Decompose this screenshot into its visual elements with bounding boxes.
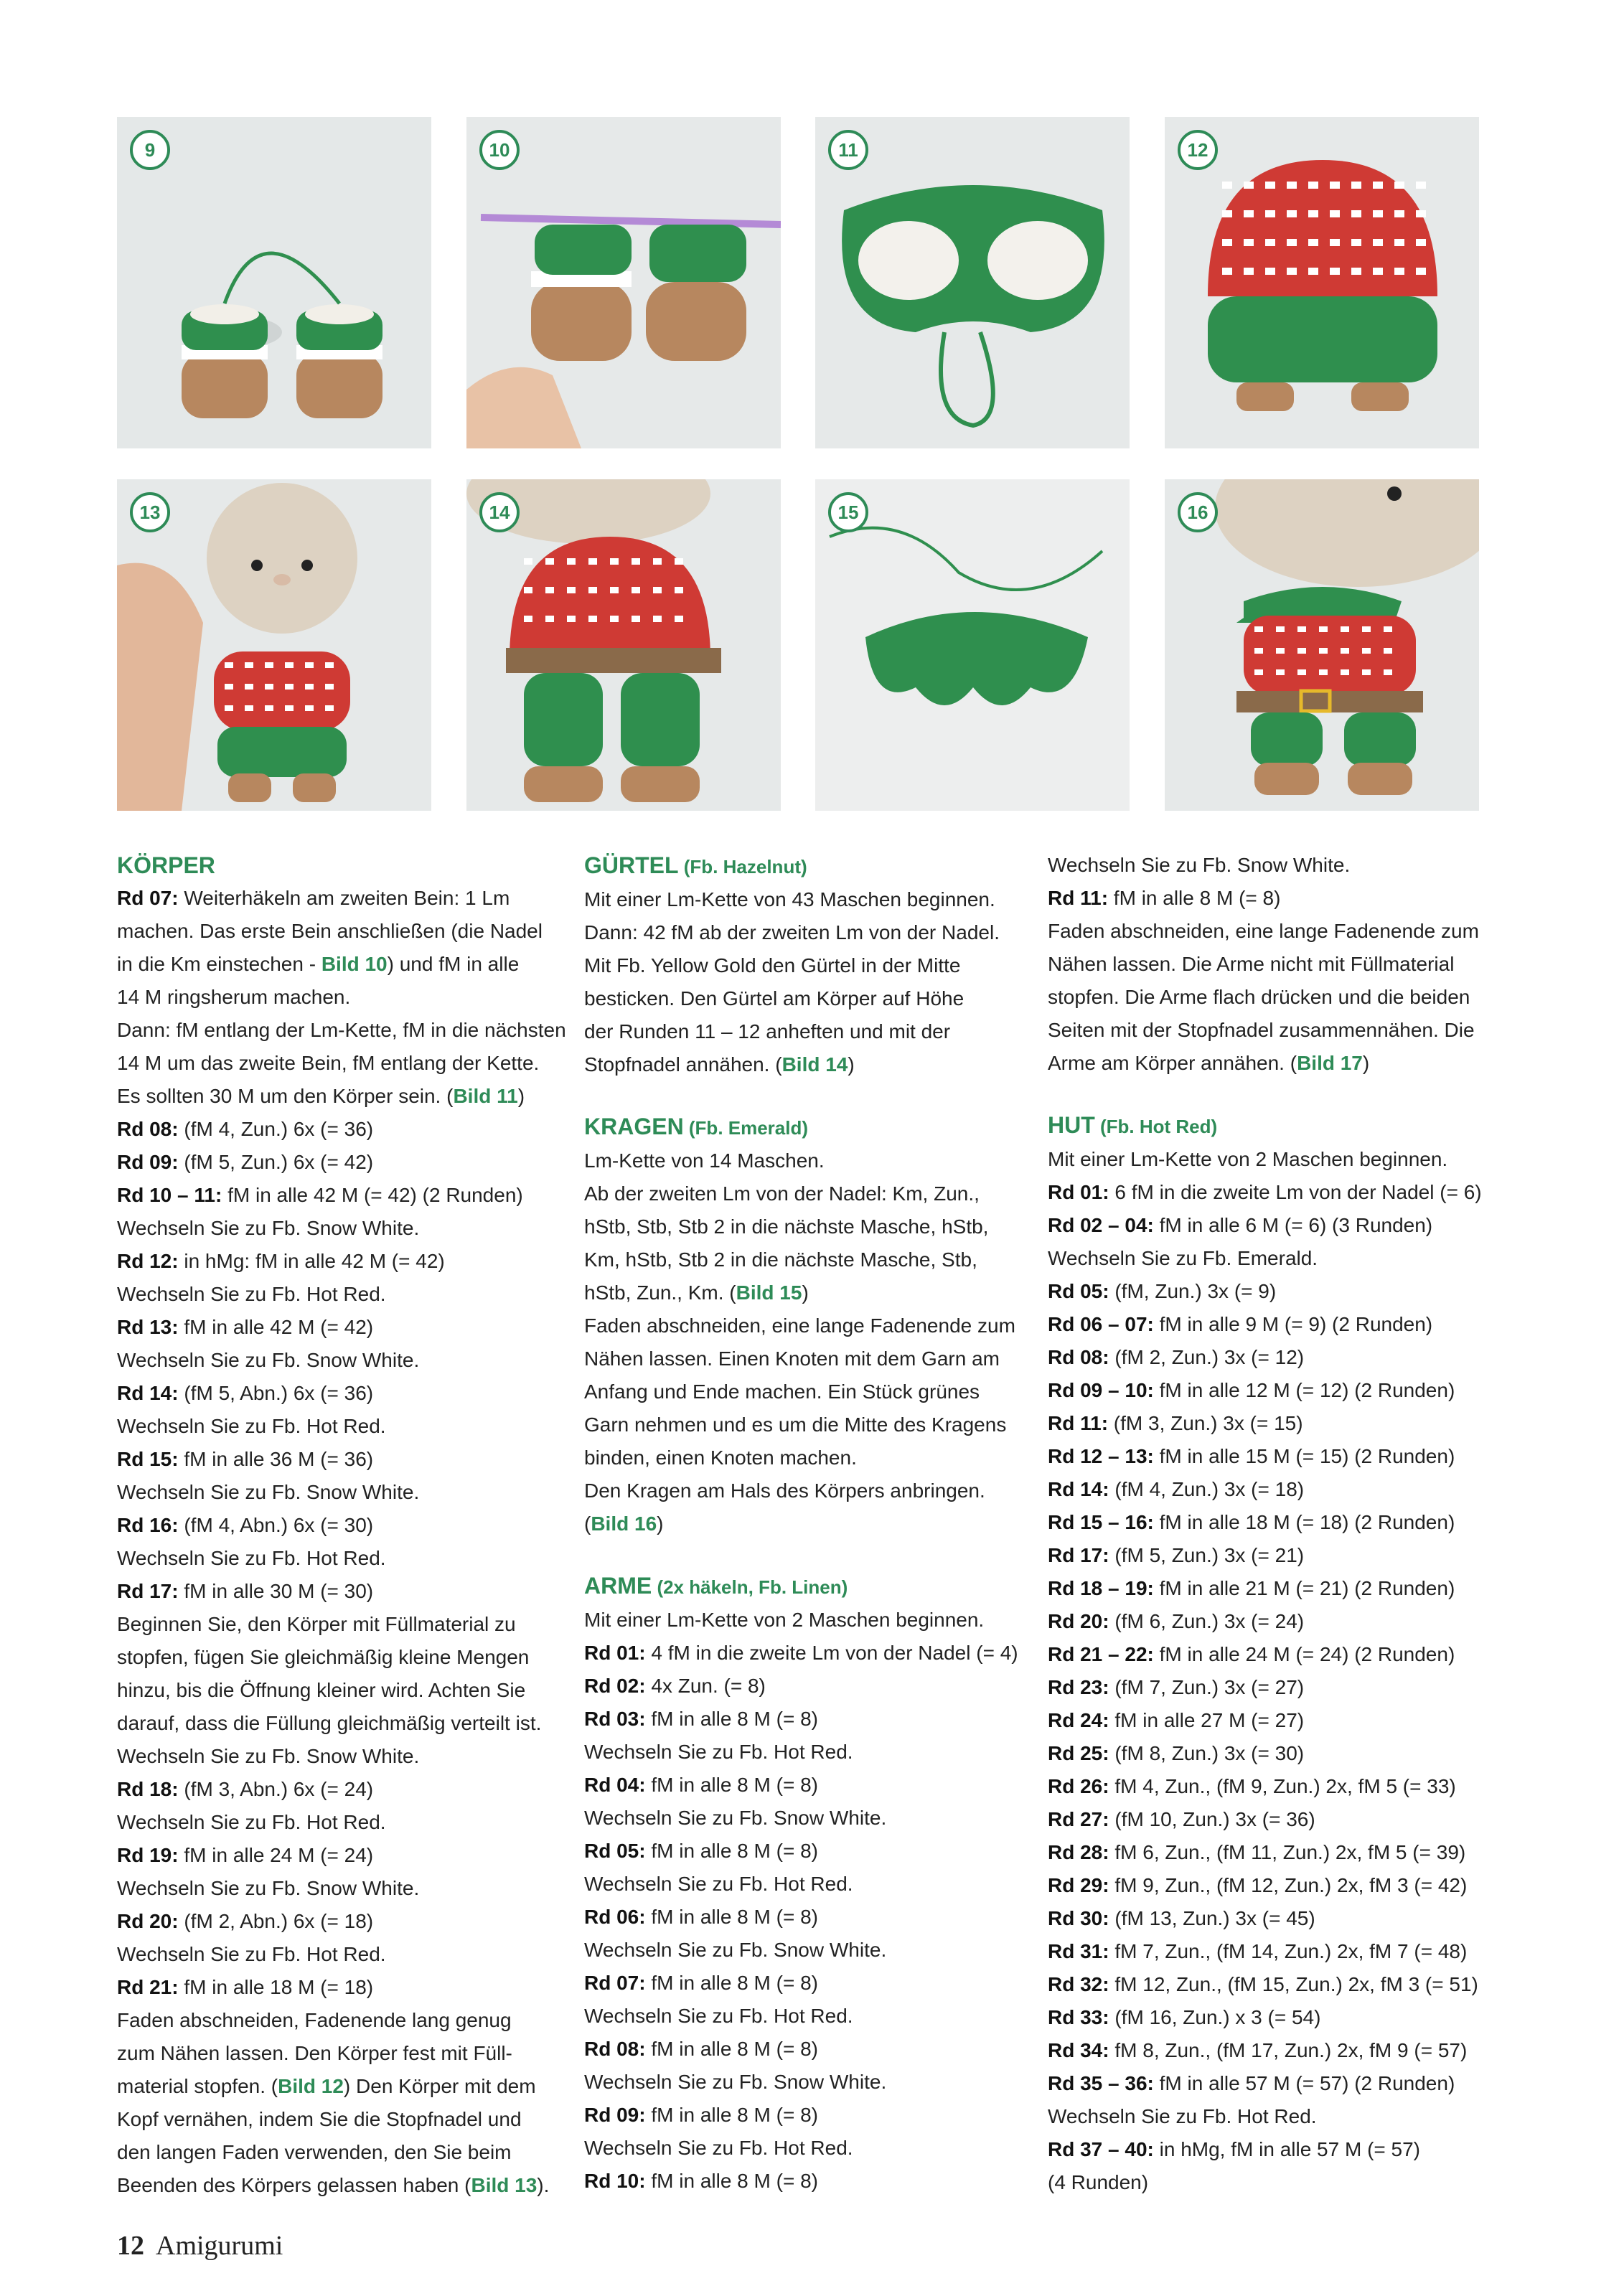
pattern-line: stopfen, fügen Sie gleichmäßig kleine Mengen <box>117 1646 530 1668</box>
pattern-line: Rd 30: (fM 13, Zun.) 3x (= 45) <box>1048 1907 1315 1929</box>
section-heading: ARME (2x häkeln, Fb. Linen) <box>584 1573 848 1599</box>
pattern-line: Rd 08: fM in alle 8 M (= 8) <box>584 2038 818 2060</box>
pattern-line: Wechseln Sie zu Fb. Snow White. <box>117 1877 420 1899</box>
pattern-line: Rd 02 – 04: fM in alle 6 M (= 6) (3 Runden) <box>1048 1214 1433 1236</box>
page-number: 12 <box>117 2231 144 2261</box>
pattern-line: Rd 13: fM in alle 42 M (= 42) <box>117 1316 374 1338</box>
pattern-line: Rd 27: (fM 10, Zun.) 3x (= 36) <box>1048 1808 1315 1830</box>
step-number-badge: 15 <box>828 492 868 532</box>
pattern-line: Rd 12 – 13: fM in alle 15 M (= 15) (2 Runden) <box>1048 1445 1455 1467</box>
step-photo <box>117 479 431 811</box>
pattern-line: Wechseln Sie zu Fb. Snow White. <box>117 1349 420 1371</box>
pattern-line: Rd 05: fM in alle 8 M (= 8) <box>584 1840 818 1862</box>
pattern-line: Rd 07: fM in alle 8 M (= 8) <box>584 1972 818 1994</box>
pattern-line: Km, hStb, Stb 2 in die nächste Masche, Stb, <box>584 1248 977 1271</box>
pattern-line: Den Kragen am Hals des Körpers anbringen. <box>584 1479 985 1502</box>
pattern-line: Anfang und Ende machen. Ein Stück grünes <box>584 1380 980 1403</box>
pattern-line: Rd 34: fM 8, Zun., (fM 17, Zun.) 2x, fM 9 (= 57) <box>1048 2039 1468 2061</box>
pattern-line: Rd 01: 6 fM in die zweite Lm von der Nadel (= 6) <box>1048 1181 1482 1203</box>
pattern-line: Rd 17: fM in alle 30 M (= 30) <box>117 1580 374 1602</box>
pattern-line: Wechseln Sie zu Fb. Snow White. <box>1048 854 1351 876</box>
pattern-line: Wechseln Sie zu Fb. Hot Red. <box>584 1741 853 1763</box>
pattern-line: Rd 19: fM in alle 24 M (= 24) <box>117 1844 374 1866</box>
pattern-line: Rd 14: (fM 4, Zun.) 3x (= 18) <box>1048 1478 1305 1500</box>
pattern-line: Rd 09: fM in alle 8 M (= 8) <box>584 2104 818 2126</box>
pattern-line: Stopfnadel annähen. (Bild 14) <box>584 1053 855 1076</box>
pattern-line: Rd 17: (fM 5, Zun.) 3x (= 21) <box>1048 1544 1305 1566</box>
pattern-line: Wechseln Sie zu Fb. Hot Red. <box>117 1811 386 1833</box>
pattern-line: Rd 08: (fM 2, Zun.) 3x (= 12) <box>1048 1346 1305 1368</box>
pattern-line: Wechseln Sie zu Fb. Snow White. <box>117 1481 420 1503</box>
step-number-badge: 11 <box>828 130 868 170</box>
pattern-line: Rd 12: in hMg: fM in alle 42 M (= 42) <box>117 1250 445 1272</box>
pattern-line: Rd 20: (fM 2, Abn.) 6x (= 18) <box>117 1910 374 1932</box>
pattern-line: Arme am Körper annähen. (Bild 17) <box>1048 1052 1370 1074</box>
pattern-line: Rd 24: fM in alle 27 M (= 27) <box>1048 1709 1305 1731</box>
pattern-line: Rd 09 – 10: fM in alle 12 M (= 12) (2 Runden) <box>1048 1379 1455 1401</box>
pattern-line: Seiten mit der Stopfnadel zusammennähen. Die <box>1048 1019 1475 1041</box>
step-number-badge: 9 <box>130 130 170 170</box>
column-arme-hut <box>1048 849 1485 2199</box>
pattern-line: Rd 03: fM in alle 8 M (= 8) <box>584 1708 818 1730</box>
pattern-line: Rd 32: fM 12, Zun., (fM 15, Zun.) 2x, fM 3 (= 51) <box>1048 1973 1478 1995</box>
pattern-line: Mit einer Lm-Kette von 43 Maschen beginnen. <box>584 888 995 911</box>
pattern-line: hStb, Zun., Km. (Bild 15) <box>584 1281 809 1304</box>
column-koerper <box>117 849 566 2202</box>
pattern-line: zum Nähen lassen. Den Körper fest mit Füll- <box>117 2042 512 2064</box>
pattern-line: Rd 06 – 07: fM in alle 9 M (= 9) (2 Runden) <box>1048 1313 1433 1335</box>
pattern-line: Dann: 42 fM ab der zweiten Lm von der Nadel. <box>584 921 1000 944</box>
pattern-line: Rd 15 – 16: fM in alle 18 M (= 18) (2 Runden) <box>1048 1511 1455 1533</box>
pattern-line: material stopfen. (Bild 12) Den Körper mit dem <box>117 2075 536 2097</box>
pattern-line: Wechseln Sie zu Fb. Snow White. <box>117 1217 420 1239</box>
pattern-line: Rd 09: (fM 5, Zun.) 6x (= 42) <box>117 1151 374 1173</box>
pattern-line: machen. Das erste Bein anschließen (die Nadel <box>117 920 543 942</box>
pattern-line: Rd 21: fM in alle 18 M (= 18) <box>117 1976 374 1998</box>
pattern-line: Rd 28: fM 6, Zun., (fM 11, Zun.) 2x, fM 5 (= 39) <box>1048 1841 1466 1863</box>
pattern-line: Wechseln Sie zu Fb. Hot Red. <box>117 1943 386 1965</box>
pattern-line: den langen Faden verwenden, den Sie beim <box>117 2141 512 2163</box>
pattern-line: (4 Runden) <box>1048 2171 1149 2193</box>
pattern-line: Rd 07: Weiterhäkeln am zweiten Bein: 1 Lm <box>117 887 510 909</box>
pattern-line: (Bild 16) <box>584 1512 664 1535</box>
pattern-line: 14 M ringsherum machen. <box>117 986 351 1008</box>
pattern-line: Wechseln Sie zu Fb. Hot Red. <box>584 1873 853 1895</box>
column-guertel-kragen-arme <box>584 849 1022 2198</box>
pattern-line: Rd 05: (fM, Zun.) 3x (= 9) <box>1048 1280 1277 1302</box>
pattern-line: Wechseln Sie zu Fb. Hot Red. <box>117 1283 386 1305</box>
pattern-line: Rd 11: (fM 3, Zun.) 3x (= 15) <box>1048 1412 1303 1434</box>
pattern-line: Nähen lassen. Die Arme nicht mit Füllmaterial <box>1048 953 1455 975</box>
pattern-line: Wechseln Sie zu Fb. Snow White. <box>117 1745 420 1767</box>
pattern-line: hinzu, bis die Öffnung kleiner wird. Achten Sie <box>117 1679 526 1701</box>
step-photo <box>1165 117 1479 448</box>
pattern-line: Rd 08: (fM 4, Zun.) 6x (= 36) <box>117 1118 374 1140</box>
pattern-line: Rd 18 – 19: fM in alle 21 M (= 21) (2 Runden) <box>1048 1577 1455 1599</box>
step-photo <box>1165 479 1479 811</box>
pattern-line: Rd 29: fM 9, Zun., (fM 12, Zun.) 2x, fM 3 (= 42) <box>1048 1874 1468 1896</box>
section-heading: HUT (Fb. Hot Red) <box>1048 1112 1218 1138</box>
photo-reference: Bild 10 <box>321 953 388 975</box>
step-photo <box>815 479 1130 811</box>
pattern-line: Rd 35 – 36: fM in alle 57 M (= 57) (2 Runden) <box>1048 2072 1455 2094</box>
pattern-line: Mit Fb. Yellow Gold den Gürtel in der Mitte <box>584 954 961 977</box>
pattern-line: Mit einer Lm-Kette von 2 Maschen beginnen. <box>584 1609 985 1631</box>
section-heading: KÖRPER <box>117 852 215 878</box>
pattern-line: Rd 16: (fM 4, Abn.) 6x (= 30) <box>117 1514 374 1536</box>
pattern-line: Faden abschneiden, eine lange Fadenende zum <box>584 1314 1015 1337</box>
pattern-line: Lm-Kette von 14 Maschen. <box>584 1149 825 1172</box>
section-heading: GÜRTEL (Fb. Hazelnut) <box>584 852 807 878</box>
pattern-line: besticken. Den Gürtel am Körper auf Höhe <box>584 987 964 1010</box>
photo-reference: Bild 16 <box>591 1512 657 1535</box>
pattern-line: Rd 26: fM 4, Zun., (fM 9, Zun.) 2x, fM 5 (= 33) <box>1048 1775 1456 1797</box>
pattern-line: Rd 21 – 22: fM in alle 24 M (= 24) (2 Runden) <box>1048 1643 1455 1665</box>
pattern-line: Rd 11: fM in alle 8 M (= 8) <box>1048 887 1281 909</box>
pattern-line: Nähen lassen. Einen Knoten mit dem Garn am <box>584 1347 1000 1370</box>
step-photo <box>815 117 1130 448</box>
pattern-line: Rd 10: fM in alle 8 M (= 8) <box>584 2170 818 2192</box>
photo-reference: Bild 12 <box>278 2075 344 2097</box>
section-heading: KRAGEN (Fb. Emerald) <box>584 1114 809 1139</box>
photo-reference: Bild 15 <box>736 1281 802 1304</box>
photo-reference: Bild 17 <box>1297 1052 1363 1074</box>
pattern-line: Faden abschneiden, eine lange Fadenende zum <box>1048 920 1479 942</box>
pattern-line: Garn nehmen und es um die Mitte des Kragens <box>584 1413 1007 1436</box>
pattern-line: Wechseln Sie zu Fb. Hot Red. <box>584 2137 853 2159</box>
step-photo <box>466 479 781 811</box>
pattern-line: Rd 01: 4 fM in die zweite Lm von der Nadel (= 4) <box>584 1642 1018 1664</box>
pattern-line: Rd 14: (fM 5, Abn.) 6x (= 36) <box>117 1382 374 1404</box>
pattern-line: Es sollten 30 M um den Körper sein. (Bild 11) <box>117 1085 525 1107</box>
pattern-line: Dann: fM entlang der Lm-Kette, fM in die nächsten <box>117 1019 566 1041</box>
pattern-line: Beginnen Sie, den Körper mit Füllmaterial zu <box>117 1613 516 1635</box>
pattern-line: Wechseln Sie zu Fb. Hot Red. <box>1048 2105 1317 2127</box>
pattern-line: stopfen. Die Arme flach drücken und die beiden <box>1048 986 1470 1008</box>
step-number-badge: 14 <box>479 492 520 532</box>
pattern-line: Kopf vernähen, indem Sie die Stopfnadel und <box>117 2108 522 2130</box>
pattern-line: darauf, dass die Füllung gleichmäßig verteilt ist. <box>117 1712 542 1734</box>
step-number-badge: 12 <box>1178 130 1218 170</box>
pattern-line: Wechseln Sie zu Fb. Hot Red. <box>117 1415 386 1437</box>
pattern-line: Rd 18: (fM 3, Abn.) 6x (= 24) <box>117 1778 374 1800</box>
photo-reference: Bild 11 <box>453 1085 518 1107</box>
pattern-line: hStb, Stb, Stb 2 in die nächste Masche, hStb, <box>584 1215 989 1238</box>
pattern-line: Mit einer Lm-Kette von 2 Maschen beginnen. <box>1048 1148 1448 1170</box>
pattern-line: der Runden 11 – 12 anheften und mit der <box>584 1020 951 1043</box>
pattern-line: in die Km einstechen - Bild 10) und fM in alle <box>117 953 520 975</box>
pattern-line: Wechseln Sie zu Fb. Snow White. <box>584 1939 887 1961</box>
pattern-line: Faden abschneiden, Fadenende lang genug <box>117 2009 512 2031</box>
pattern-line: Wechseln Sie zu Fb. Snow White. <box>584 1807 887 1829</box>
pattern-line: Ab der zweiten Lm von der Nadel: Km, Zun., <box>584 1182 980 1205</box>
pattern-line: Rd 23: (fM 7, Zun.) 3x (= 27) <box>1048 1676 1305 1698</box>
pattern-line: Beenden des Körpers gelassen haben (Bild 13). <box>117 2174 550 2196</box>
pattern-line: 14 M um das zweite Bein, fM entlang der Kette. <box>117 1052 540 1074</box>
pattern-line: Rd 33: (fM 16, Zun.) x 3 (= 54) <box>1048 2006 1321 2028</box>
pattern-line: Rd 25: (fM 8, Zun.) 3x (= 30) <box>1048 1742 1305 1764</box>
photo-reference: Bild 13 <box>471 2174 538 2196</box>
pattern-line: Wechseln Sie zu Fb. Hot Red. <box>117 1547 386 1569</box>
step-photo <box>117 117 431 448</box>
pattern-line: Wechseln Sie zu Fb. Snow White. <box>584 2071 887 2093</box>
pattern-line: Rd 15: fM in alle 36 M (= 36) <box>117 1448 374 1470</box>
pattern-line: Rd 20: (fM 6, Zun.) 3x (= 24) <box>1048 1610 1305 1632</box>
photo-reference: Bild 14 <box>782 1053 848 1076</box>
pattern-line: Rd 10 – 11: fM in alle 42 M (= 42) (2 Runden) <box>117 1184 523 1206</box>
step-number-badge: 16 <box>1178 492 1218 532</box>
pattern-line: Rd 04: fM in alle 8 M (= 8) <box>584 1774 818 1796</box>
page-footer <box>117 2230 283 2262</box>
pattern-line: Wechseln Sie zu Fb. Hot Red. <box>584 2005 853 2027</box>
step-number-badge: 13 <box>130 492 170 532</box>
pattern-line: binden, einen Knoten machen. <box>584 1446 857 1469</box>
pattern-line: Rd 31: fM 7, Zun., (fM 14, Zun.) 2x, fM 7 (= 48) <box>1048 1940 1468 1962</box>
step-number-badge: 10 <box>479 130 520 170</box>
pattern-line: Wechseln Sie zu Fb. Emerald. <box>1048 1247 1318 1269</box>
pattern-line: Rd 02: 4x Zun. (= 8) <box>584 1675 766 1697</box>
pattern-line: Rd 37 – 40: in hMg, fM in alle 57 M (= 57) <box>1048 2138 1421 2160</box>
step-photo <box>466 117 781 448</box>
pattern-line: Rd 06: fM in alle 8 M (= 8) <box>584 1906 818 1928</box>
magazine-name: Amigurumi <box>156 2231 283 2261</box>
